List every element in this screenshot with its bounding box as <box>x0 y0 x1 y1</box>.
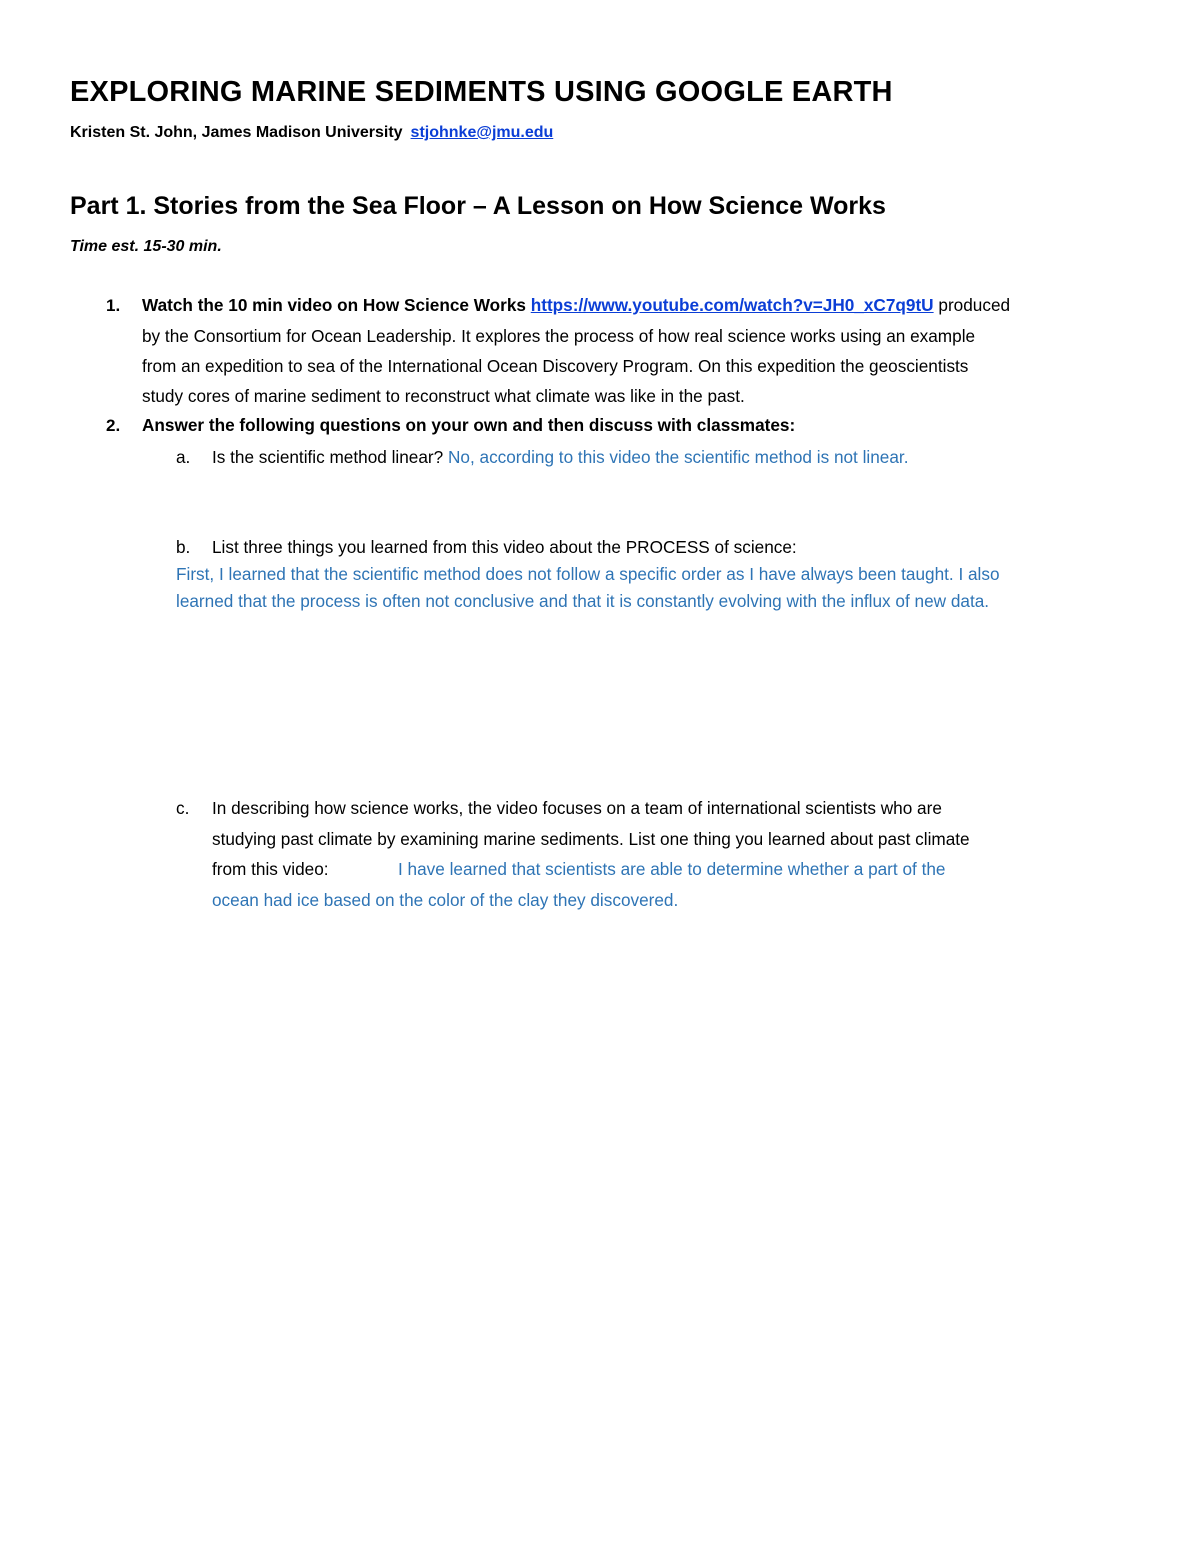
question-c-line-1: In describing how science works, the video focuses on a team of international scientists who are <box>212 798 942 818</box>
video-link[interactable]: https://www.youtube.com/watch?v=JH0_xC7q9tU <box>530 295 934 315</box>
item-1-line-3: from an expedition to sea of the International Ocean Discovery Program. On this expedition the geoscientists <box>142 356 969 376</box>
answer-c-line-1: I have learned that scientists are able to determine whether a part of the <box>398 859 946 879</box>
question-a-text: Is the scientific method linear? <box>212 447 444 467</box>
item-1-number: 1. <box>106 296 121 315</box>
part-1-heading: Part 1. Stories from the Sea Floor – A Lesson on How Science Works <box>70 192 886 220</box>
item-1-lead: Watch the 10 min video on How Science Works <box>142 295 526 315</box>
question-b-letter: b. <box>176 537 191 557</box>
item-1-line-2: by the Consortium for Ocean Leadership. It explores the process of how real science works using an example <box>142 326 976 346</box>
item-2-prompt: Answer the following questions on your own and then discuss with classmates: <box>142 415 796 435</box>
document-title: EXPLORING MARINE SEDIMENTS USING GOOGLE EARTH <box>70 76 893 108</box>
answer-b-line-2: learned that the process is often not conclusive and that it is constantly evolving with the influx of new data. <box>176 591 990 611</box>
question-c-line-2: studying past climate by examining marine sediments. List one thing you learned about past climate <box>212 829 970 849</box>
question-b-text: List three things you learned from this video about the PROCESS of science: <box>212 537 797 557</box>
answer-a-text: No, according to this video the scientific method is not linear. <box>447 447 909 467</box>
question-c-line-3: from this video: <box>212 859 329 879</box>
question-a-letter: a. <box>176 447 191 467</box>
answer-b-line-1: First, I learned that the scientific method does not follow a specific order as I have always been taught. I also <box>176 564 1000 584</box>
time-estimate: Time est. 15-30 min. <box>70 238 222 255</box>
item-2-number: 2. <box>106 416 121 435</box>
item-1-line-1-tail: produced <box>938 295 1011 315</box>
answer-c-line-2: ocean had ice based on the color of the clay they discovered. <box>212 890 679 910</box>
item-1-line-1 <box>142 295 1010 316</box>
item-1-line-4: study cores of marine sediment to reconstruct what climate was like in the past. <box>142 386 745 406</box>
author-email-link[interactable]: stjohnke@jmu.edu <box>410 124 554 141</box>
author-name: Kristen St. John, James Madison University <box>70 124 403 141</box>
question-a-line <box>212 447 908 468</box>
author-line <box>70 124 553 142</box>
question-c-letter: c. <box>176 798 190 818</box>
